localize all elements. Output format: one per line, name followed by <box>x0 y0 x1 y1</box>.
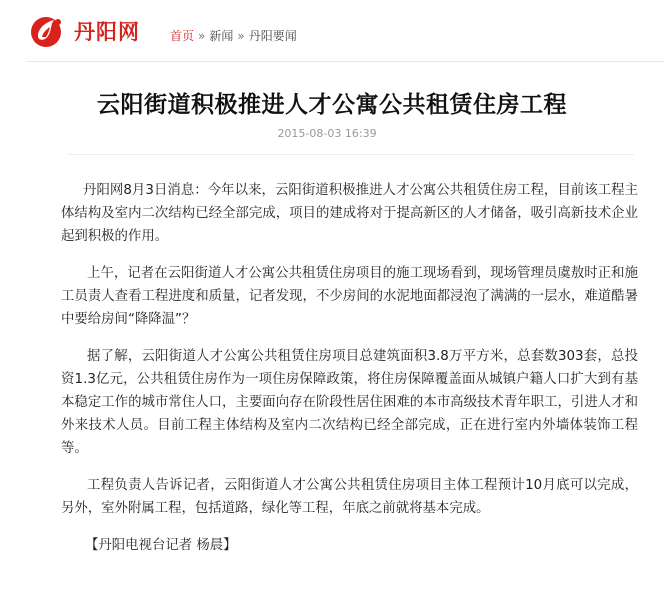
article-paragraph: 丹阳网8月3日消息：今年以来，云阳街道积极推进人才公寓公共租赁住房工程，目前该工程主体结构及室内二次结构已经全部完成，项目的建成将对于提高新区的人才储备，吸引高新技术企业起到积极的作用。 <box>61 183 638 244</box>
title-divider <box>68 154 634 155</box>
article-byline: 【丹阳电视台记者 杨晨】 <box>85 538 237 553</box>
breadcrumb <box>170 27 297 44</box>
logo-text: 丹阳网 <box>74 20 140 44</box>
article-body <box>61 179 638 571</box>
site-logo[interactable] <box>28 14 140 48</box>
breadcrumb-home-link[interactable]: 首页 <box>170 29 195 43</box>
breadcrumb-news-link[interactable]: 新闻 <box>209 29 234 43</box>
article-paragraph: 工程负责人告诉记者，云阳街道人才公寓公共租赁住房项目主体工程预计10月底可以完成，另外，室外附属工程，包括道路，绿化等工程，年底之前就将基本完成。 <box>61 478 638 516</box>
article-date: 2015-08-03 16:39 <box>277 127 377 140</box>
article-title: 云阳街道积极推进人才公寓公共租赁住房工程 <box>97 91 567 118</box>
breadcrumb-separator: » <box>237 29 245 43</box>
header-divider <box>26 61 664 62</box>
article-paragraph: 上午，记者在云阳街道人才公寓公共租赁住房项目的施工现场看到，现场管理员虞敖时正和施工员责人查看工程进度和质量，记者发现，不少房间的水泥地面都浸泡了满满的一层水，难道酷暑中要给房间“降降温”？ <box>61 266 638 327</box>
site-header <box>0 0 664 62</box>
breadcrumb-section-link[interactable]: 丹阳要闻 <box>248 29 297 43</box>
breadcrumb-separator: » <box>198 29 206 43</box>
logo-drop-icon <box>28 14 68 48</box>
article-paragraph: 据了解，云阳街道人才公寓公共租赁住房项目总建筑面积3.8万平方米，总套数303套，总投资1.3亿元，公共租赁住房作为一项住房保障政策，将住房保障覆盖面从城镇户籍人口扩大到有基本稳定工作的城市常住人口，主要面向存在阶段性居住困难的本市高级技术青年职工，引进人才和外来技术人员。目前工程主体结构及室内二次结构已经全部完成，正在进行室内外墙体装饰工程等。 <box>61 349 638 456</box>
